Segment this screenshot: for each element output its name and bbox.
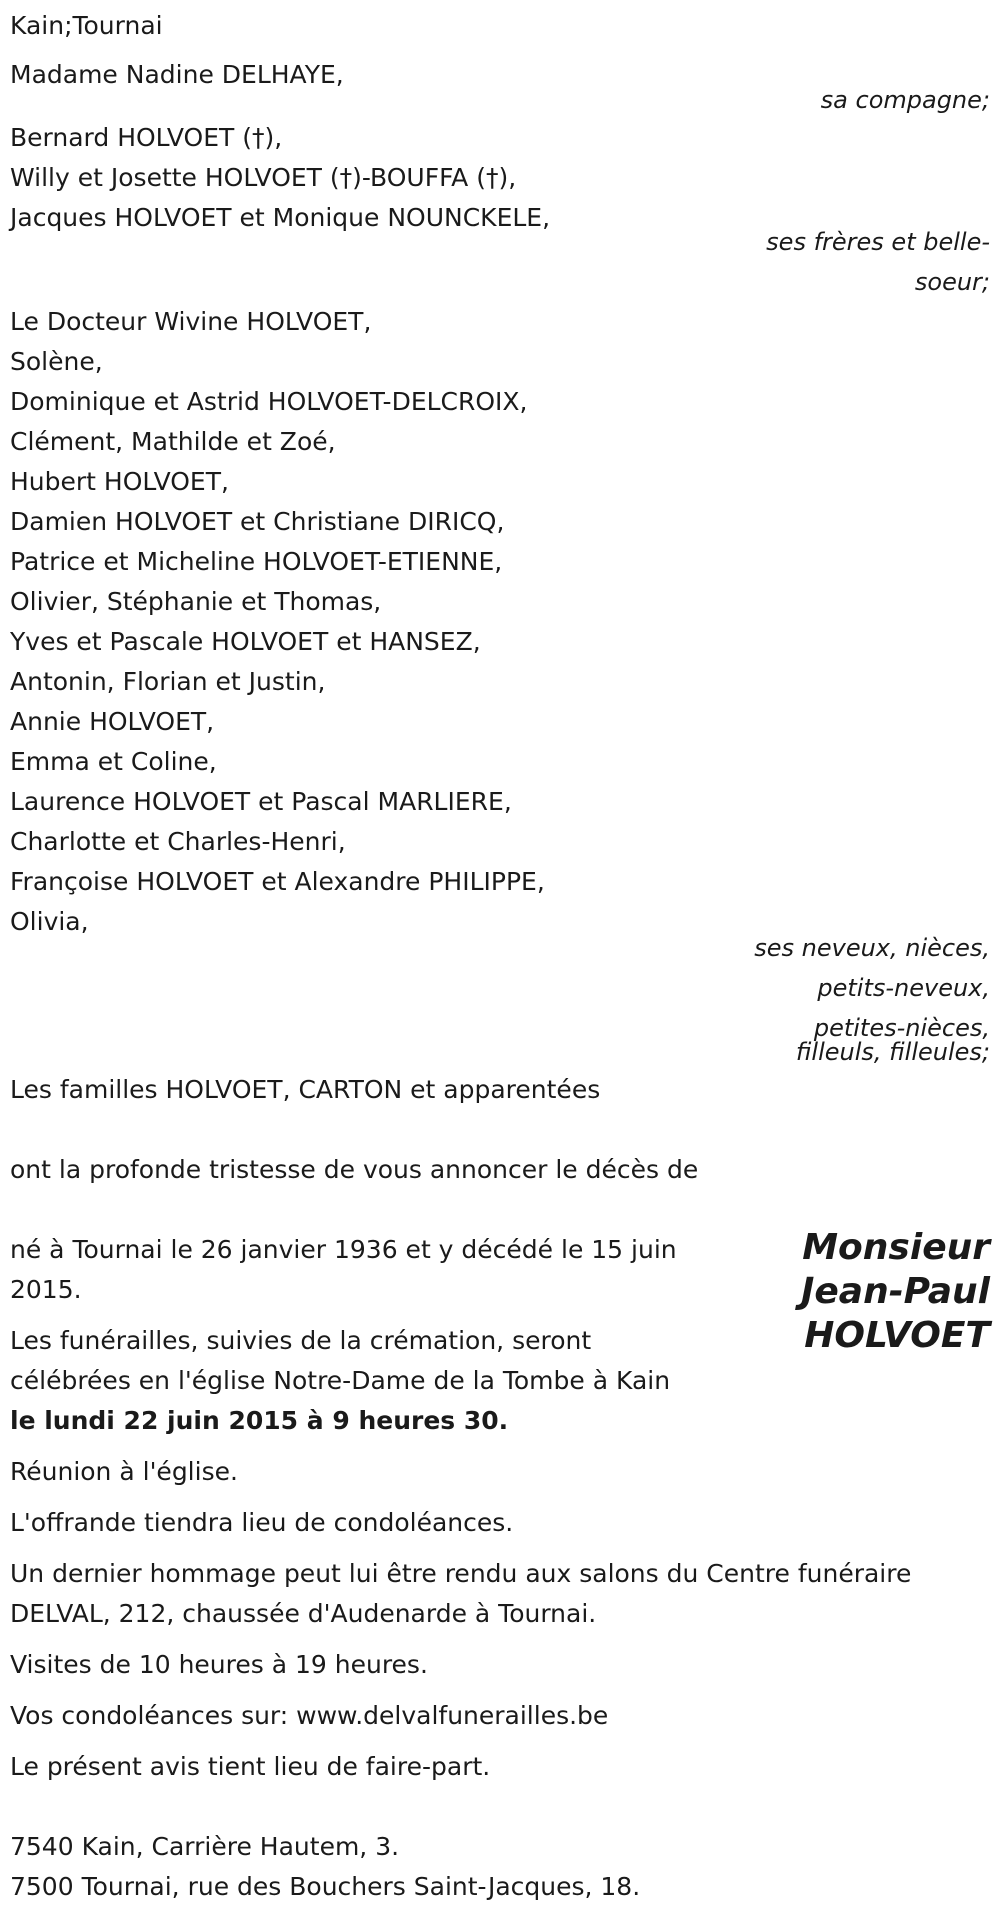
nephew-name: Yves et Pascale HOLVOET et HANSEZ, xyxy=(10,627,481,656)
nephew-name: Clément, Mathilde et Zoé, xyxy=(10,427,336,456)
funeral-line: célébrées en l'église Notre-Dame de la Tombe à Kain xyxy=(10,1366,671,1395)
nephew-name: Le Docteur Wivine HOLVOET, xyxy=(10,307,372,336)
nephew-name: Antonin, Florian et Justin, xyxy=(10,667,326,696)
tribute-line: Un dernier hommage peut lui être rendu aux salons du Centre funéraire xyxy=(10,1559,912,1588)
condolences-line: Vos condoléances sur: www.delvalfunerailles.be xyxy=(10,1701,609,1730)
nephew-name: Emma et Coline, xyxy=(10,747,217,776)
nephew-name: Olivier, Stéphanie et Thomas, xyxy=(10,587,382,616)
nephew-name: Damien HOLVOET et Christiane DIRICQ, xyxy=(10,507,505,536)
nephew-name: Laurence HOLVOET et Pascal MARLIERE, xyxy=(10,787,512,816)
families-line: Les familles HOLVOET, CARTON et apparentées xyxy=(10,1075,601,1104)
offering-line: L'offrande tiendra lieu de condoléances. xyxy=(10,1508,514,1537)
deceased-lastname: HOLVOET xyxy=(804,1315,990,1356)
nephew-name: Patrice et Micheline HOLVOET-ETIENNE, xyxy=(10,547,503,576)
meeting-line: Réunion à l'église. xyxy=(10,1457,238,1486)
partner-role: sa compagne; xyxy=(820,86,990,114)
siblings-role: soeur; xyxy=(914,268,990,296)
deceased-title: Monsieur xyxy=(802,1227,990,1268)
birth-death-line: 2015. xyxy=(10,1275,82,1304)
nephew-name: Charlotte et Charles-Henri, xyxy=(10,827,346,856)
nephew-name: Solène, xyxy=(10,347,103,376)
deceased-name xyxy=(801,1226,990,1358)
siblings-role: ses frères et belle- xyxy=(766,228,990,256)
nephew-name: Dominique et Astrid HOLVOET-DELCROIX, xyxy=(10,387,528,416)
announcement-line: ont la profonde tristesse de vous annoncer le décès de xyxy=(10,1155,699,1184)
address-line: 7500 Tournai, rue des Bouchers Saint-Jacques, 18. xyxy=(10,1872,641,1901)
nephew-name: Annie HOLVOET, xyxy=(10,707,215,736)
partner-name: Madame Nadine DELHAYE, xyxy=(10,60,344,89)
address-line: 7540 Kain, Carrière Hautem, 3. xyxy=(10,1832,400,1861)
sibling-name: Willy et Josette HOLVOET (†)-BOUFFA (†), xyxy=(10,163,517,192)
nephews-role: petites-nièces, xyxy=(813,1014,990,1042)
deceased-firstname: Jean-Paul xyxy=(800,1271,990,1312)
nephew-name: Hubert HOLVOET, xyxy=(10,467,229,496)
nephews-role: petits-neveux, xyxy=(817,974,990,1002)
funeral-date: le lundi 22 juin 2015 à 9 heures 30. xyxy=(10,1406,509,1435)
birth-death-line: né à Tournai le 26 janvier 1936 et y décédé le 15 juin xyxy=(10,1235,677,1264)
notice-line: Le présent avis tient lieu de faire-part. xyxy=(10,1752,491,1781)
tribute-line: DELVAL, 212, chaussée d'Audenarde à Tournai. xyxy=(10,1599,597,1628)
funeral-line: Les funérailles, suivies de la crémation, seront xyxy=(10,1326,592,1355)
location: Kain;Tournai xyxy=(10,11,163,40)
nephews-role: filleuls, filleules; xyxy=(795,1038,990,1066)
nephew-name: Françoise HOLVOET et Alexandre PHILIPPE, xyxy=(10,867,545,896)
visits-line: Visites de 10 heures à 19 heures. xyxy=(10,1650,428,1679)
sibling-name: Bernard HOLVOET (†), xyxy=(10,123,283,152)
sibling-name: Jacques HOLVOET et Monique NOUNCKELE, xyxy=(10,203,551,232)
nephews-role: ses neveux, nièces, xyxy=(754,934,990,962)
nephew-name: Olivia, xyxy=(10,907,89,936)
